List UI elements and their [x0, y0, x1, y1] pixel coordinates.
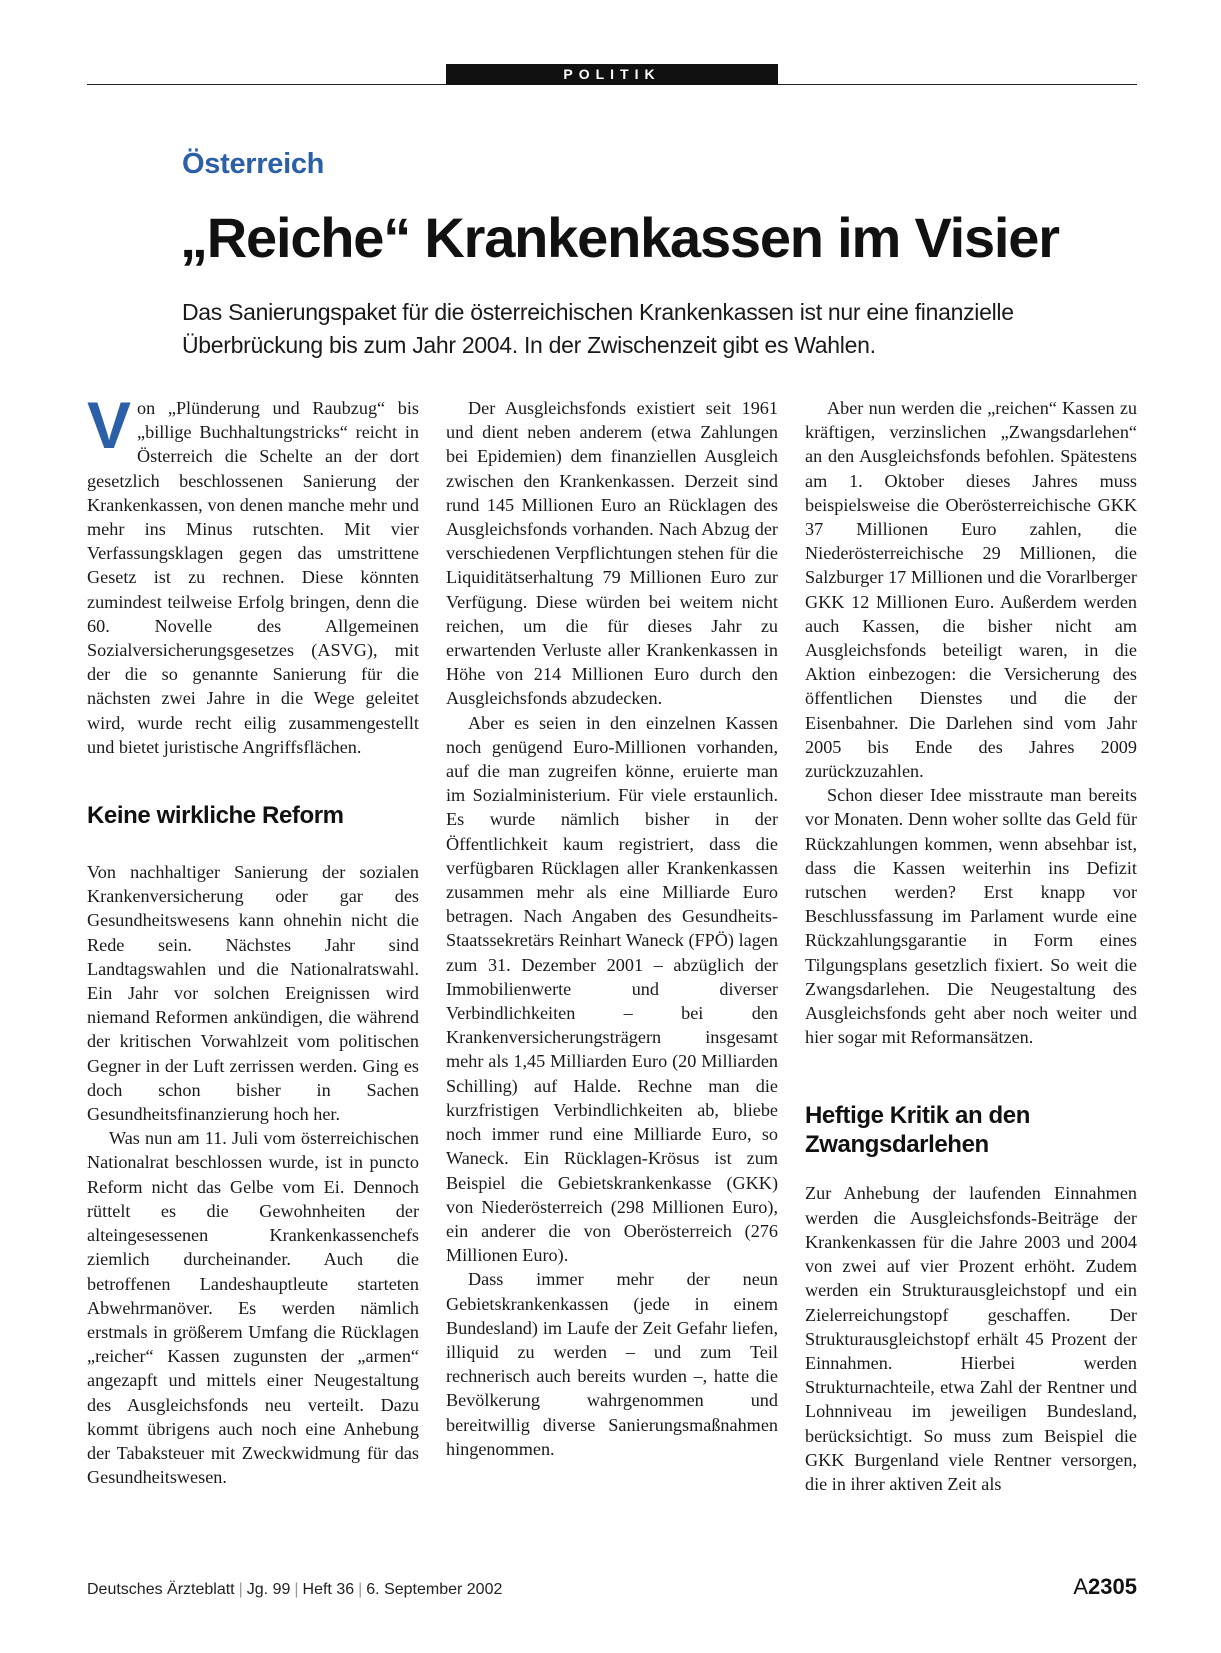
drop-cap: V	[87, 388, 132, 462]
paragraph: Dass immer mehr der neun Gebietskrankenkassen (jede in einem Bundesland) im Laufe der Zeit Gefahr liefen, illiquid zu werden – und zum Teil rechnerisch auch bereits wurden –, hatte die Bevölkerung wahrgenommen und bereitwillig diverse Sanierungsmaßnahmen hingenommen.	[446, 1269, 778, 1459]
article-lead: Das Sanierungspaket für die österreichischen Krankenkassen ist nur eine finanzielle Überbrückung bis zum Jahr 2004. In der Zwischenzeit gibt es Wahlen.	[182, 299, 1014, 358]
page-footer: Deutsches Ärzteblatt | Jg. 99 | Heft 36 | 6. September 2002	[87, 1581, 503, 1598]
paragraph	[87, 388, 419, 759]
paragraph: Aber es seien in den einzelnen Kassen noch genügend Euro-Millionen vorhanden, auf die man zugreifen könne, eruierte man im Sozialministerium. Für viele erstaunlich. Es wurde nämlich bisher in der Öffentlichkeit kaum registriert, dass die verfügbaren Rücklagen aller Krankenkassen zusammen mehr als eine Milliarde Euro betragen. Nach Angaben des Gesundheits-Staatssekretärs Reinhart Waneck (FPÖ) lagen zum 31. Dezember 2001 – abzüglich der Immobilienwerte und diverser Verbindlichkeiten – bei den Krankenversicherungsträgern insgesamt mehr als 1,45 Milliarden Euro (20 Milliarden Schilling) auf Halde. Rechne man die kurzfristigen Verbindlichkeiten ab, bliebe noch immer rund eine Milliarde Euro, so Waneck. Ein Rücklagen-Krösus ist zum Beispiel die Gebietskrankenkasse (GKK) von Niederösterreich (298 Millionen Euro), ein anderer die von Oberösterreich (276 Millionen Euro).	[446, 712, 778, 1266]
paragraph: Von nachhaltiger Sanierung der sozialen Krankenversicherung oder gar des Gesundheitswesens kann ohnehin nicht die Rede sein. Nächstes Jahr sind Landtagswahlen und die Nationalratswahl. Ein Jahr vor solchen Ereignissen wird niemand Reformen ankündigen, die während der kritischen Vorwahlzeit vom politischen Gegner in der Luft zerrissen werden. Ging es doch schon bisher in Sachen Gesundheitsfinanzierung hoch her.	[87, 862, 419, 1125]
journal-volume: Jg. 99	[246, 1581, 291, 1598]
journal-issue: Heft 36	[302, 1581, 355, 1598]
paragraph: Zur Anhebung der laufenden Einnahmen werden die Ausgleichsfonds-Beiträge der Krankenkassen für die Jahre 2003 und 2004 von zwei auf vier Prozent erhöht. Zudem werden ein Strukturausgleichstopf und ein Zielerreichungstopf geschaffen. Der Strukturausgleichstopf erhält 45 Prozent der Einnahmen. Hierbei werden Strukturnachteile, etwa Zahl der Rentner und Lohnniveau im jeweiligen Bundesland, berücksichtigt. So muss zum Beispiel die GKK Burgenland viele Rentner versorgen, die in ihrer aktiven Zeit als	[805, 1183, 1137, 1494]
column-1	[87, 388, 419, 1489]
paragraph: Schon dieser Idee misstraute man bereits vor Monaten. Denn woher sollte das Geld für Rückzahlungen kommen, wenn absehbar ist, dass die Kassen weiterhin ins Defizit rutschen werden? Erst knapp vor Beschlussfassung im Parlament wurde eine Rückzahlungsgarantie in Form eines Tilgungsplans gesetzlich fixiert. So weit die Zwangsdarlehen. Die Neugestaltung des Ausgleichsfonds geht aber noch weiter und hier sogar mit Reformansätzen.	[805, 785, 1137, 1048]
journal-date: 6. September 2002	[366, 1581, 503, 1598]
page-prefix: A	[1073, 1574, 1089, 1599]
paragraph: Der Ausgleichsfonds existiert seit 1961 und dient neben anderem (etwa Zahlungen bei Epidemien) dem finanziellen Ausgleich zwischen den Krankenkassen. Derzeit sind rund 145 Millionen Euro an Rücklagen des Ausgleichsfonds vorhanden. Nach Abzug der verschiedenen Verpflichtungen stehen für die Liquiditätserhaltung 79 Millionen Euro zur Verfügung. Diese würden bei weitem nicht reichen, um die für dieses Jahr zu erwartenden Verluste aller Krankenkassen in Höhe von 214 Millionen Euro durch den Ausgleichsfonds abzudecken.	[446, 398, 778, 709]
page-number	[1073, 1574, 1137, 1600]
paragraph-text: on „Plünderung und Raubzug“ bis „billige Buchhaltungstricks“ reicht in Österreich die Schelte an der dort gesetzlich beschlossenen Sanierung der Krankenkassen, von denen manche mehr und mehr ins Minus rutschten. Mit vier Verfassungsklagen gegen das umstrittene Gesetz ist zu rechnen. Diese könnten zumindest teilweise Erfolg bringen, denn die 60. Novelle des Allgemeinen Sozialversicherungsgesetzes (ASVG), mit der die so genannte Sanierung für die nächsten zwei Jahre in die Wege geleitet wird, wurde recht eilig zusammengestellt und bietet juristische Angriffsflächen.	[87, 398, 419, 757]
article-title: „Reiche“ Krankenkassen im Visier	[180, 206, 1059, 269]
article-kicker: Österreich	[182, 148, 325, 180]
paragraph: Aber nun werden die „reichen“ Kassen zu kräftigen, verzinslichen „Zwangsdarlehen“ an den Ausgleichsfonds befohlen. Spätestens am 1. Oktober dieses Jahres muss beispielsweise die Oberösterreichische GKK 37 Millionen Euro zahlen, die Niederösterreichische 29 Millionen, die Salzburger 17 Millionen und die Vorarlberger GKK 12 Millionen Euro. Außerdem werden auch Kassen, die bisher nicht am Ausgleichsfonds beteiligt waren, in die Aktion einbezogen: die Versicherung des öffentlichen Dienstes und die der Eisenbahner. Die Darlehen sind vom Jahr 2005 bis Ende des Jahres 2009 zurückzuzahlen.	[805, 398, 1137, 782]
column-3	[805, 396, 1137, 1496]
subhead-keine-wirkliche-reform: Keine wirkliche Reform	[87, 802, 344, 830]
journal-name: Deutsches Ärzteblatt	[87, 1581, 235, 1598]
page-number-value: 2305	[1088, 1574, 1137, 1599]
paragraph: Was nun am 11. Juli vom österreichischen Nationalrat beschlossen wurde, ist in puncto Reform nicht das Gelbe vom Ei. Dennoch rüttelt es die Gewohnheiten der alteingesessenen Krankenkassenchefs ziemlich durcheinander. Auch die betroffenen Landeshauptleute starteten Abwehrmanöver. Es werden nämlich erstmals in größerem Umfang die Rücklagen „reicher“ Kassen zugunsten der „armen“ angezapft und mittels einer Neugestaltung des Ausgleichsfonds neu verteilt. Dazu kommt übrigens auch noch eine Anhebung der Tabaksteuer mit Zweckwidmung für das Gesundheitswesen.	[87, 1128, 419, 1488]
section-label: POLITIK	[446, 64, 778, 85]
column-2	[446, 396, 778, 1461]
subhead-heftige-kritik: Heftige Kritik an den Zwangsdarlehen	[805, 1102, 1030, 1159]
